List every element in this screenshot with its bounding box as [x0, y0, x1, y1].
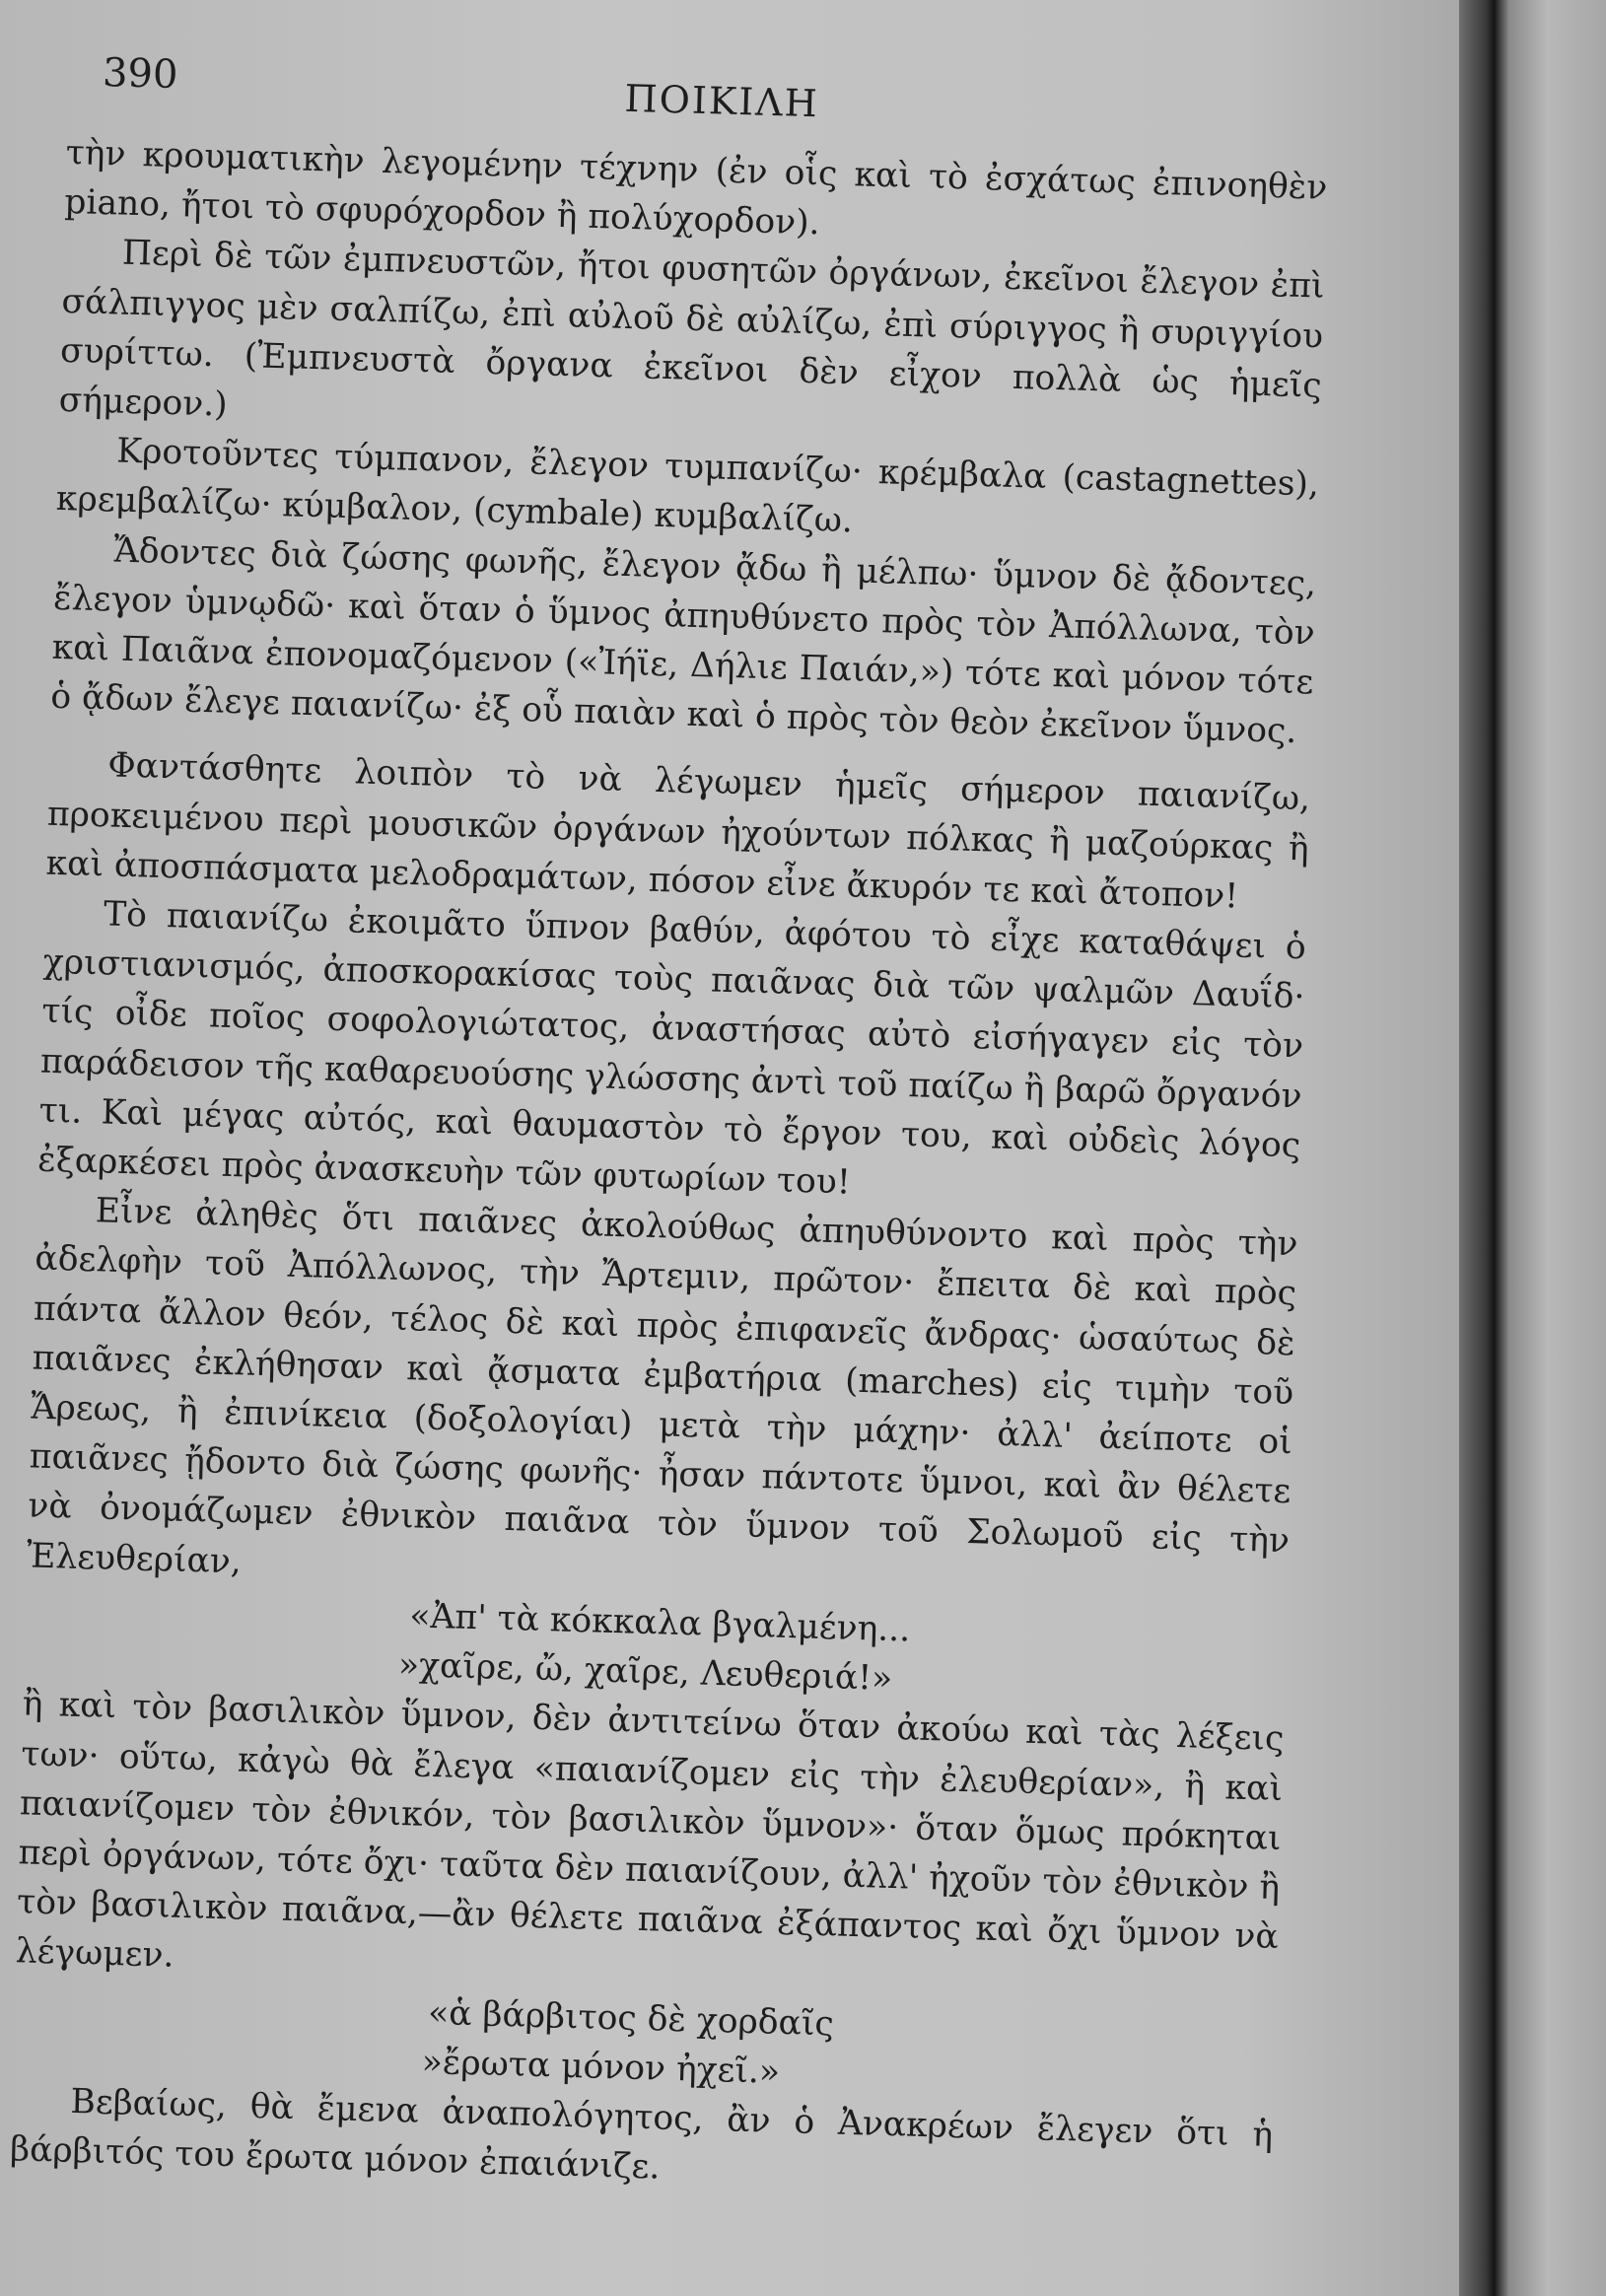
- paragraph-7: Εἶνε ἀληθὲς ὅτι παιᾶνες ἀκολούθως ἀπηυθύνοντο καὶ πρὸς τὴν ἀδελφὴν τοῦ Ἀπόλλωνος, τὴν Ἄρτεμιν, πρῶτον· ἔπειτα δὲ καὶ πρὸς πάντα ἄλλον θεόν, τέλος δὲ καὶ πρὸς ἐπιφανεῖς ἄνδρας· ὡσαύτως δὲ παιᾶνες ἐκλήθησαν καὶ ᾄσματα ἐμβατήρια (marches) εἰς τιμὴν τοῦ Ἄρεως, ἢ ἐπινίκεια (δοξολογίαι) μετὰ τὴν μάχην· ἀλλ' ἀείποτε οἱ παιᾶνες ᾔδοντο διὰ ζώσης φωνῆς· ἦσαν πάντοτε ὕμνοι, καὶ ἂν θέλετε νὰ ὀνομάζωμεν ἐθνικὸν παιᾶνα τὸν ὕμνον τοῦ Σολωμοῦ εἰς τὴν Ἐλευθερίαν,: [26, 1191, 1298, 1582]
- running-head: ΠΟΙΚΙΛΗ: [623, 76, 820, 126]
- verse-line-2: »χαῖρε, ὤ, χαῖρε, Λευθεριά!»: [397, 1645, 893, 1700]
- verse-line-4: »ἔρωτα μόνον ἠχεῖ.»: [421, 2042, 781, 2092]
- paragraph-2: Περὶ δὲ τῶν ἐμπνευστῶν, ἤτοι φυσητῶν ὀργάνων, ἐκεῖνοι ἔλεγον ἐπὶ σάλπιγγος μὲν σαλπίζω, ἐπὶ αὐλοῦ δὲ αὐλίζω, ἐπὶ σύριγγος ἢ συριγγίου συρίττω. (Ἐμπνευστὰ ὄργανα ἐκεῖνοι δὲν εἶχον πολλὰ ὡς ἡμεῖς σήμερον.): [58, 234, 1326, 425]
- book-gutter-shadow: [1459, 0, 1606, 2296]
- paragraph-4: Ἄδοντες διὰ ζώσης φωνῆς, ἔλεγον ᾄδω ἢ μέλπω· ὕμνον δὲ ᾄδοντες, ἔλεγον ὑμνῳδῶ· καὶ ὅταν ὁ ὕμνος ἀπηυθύνετο πρὸς τὸν Ἀπόλλωνα, τὸν καὶ Παιᾶνα ἐπονομαζόμενον («Ἰήϊε, Δήλιε Παιάν,») τότε καὶ μόνον τότε ὁ ᾄδων ἔλεγε παιανίζω· ἐξ οὗ παιὰν καὶ ὁ πρὸς τὸν θεὸν ἐκεῖνον ὕμνος.: [49, 530, 1317, 752]
- paragraph-9: Βεβαίως, θὰ ἔμενα ἀναπολόγητος, ἂν ὁ Ἀνακρέων ἔλεγεν ὅτι ἡ βάρβιτός του ἔρωτα μόνον ἐπαιάνιζε.: [9, 2081, 1274, 2188]
- verse-line-3: «ἁ βάρβιτος δὲ χορδαῖς: [427, 1992, 835, 2044]
- verse-line-1: «Ἀπ' τὰ κόκκαλα βγαλμένη...: [408, 1596, 911, 1650]
- paragraph-6: Τὸ παιανίζω ἐκοιμᾶτο ὕπνον βαθύν, ἀφότου τὸ εἶχε καταθάψει ὁ χριστιανισμός, ἀποσκορακίσας τοὺς παιᾶνας διὰ τῶν ψαλμῶν Δαυΐδ· τίς οἶδε ποῖος σοφολογιώτατος, ἀναστήσας αὐτὸ εἰσήγαγεν εἰς τὸν παράδεισον τῆς καθαρευούσης γλώσσης ἀντὶ τοῦ παίζω ἢ βαρῶ ὄργανόν τι. Καὶ μέγας αὐτός, καὶ θαυμαστὸν τὸ ἔργον του, καὶ οὐδεὶς λόγος ἐξαρκέσει πρὸς ἀνασκευὴν τῶν φυτωρίων του!: [36, 894, 1307, 1203]
- body-text: [10, 128, 1328, 2209]
- paragraph-3: Κροτοῦντες τύμπανον, ἔλεγον τυμπανίζω· κρέμβαλα (castagnettes), κρεμβαλίζω· κύμβαλον, (cymbale) κυμβαλίζω.: [55, 431, 1320, 541]
- paragraph-1: τὴν κρουματικὴν λεγομένην τέχνην (ἐν οἷς καὶ τὸ ἐσχάτως ἐπινοηθὲν piano, ἤτοι τὸ σφυρόχορδον ἢ πολύχορδον).: [63, 132, 1328, 244]
- page-number: 390: [102, 49, 179, 99]
- paragraph-5: Φαντάσθητε λοιπὸν τὸ νὰ λέγωμεν ἡμεῖς σήμερον παιανίζω, προκειμένου περὶ μουσικῶν ὀργάνων ἠχούντων πόλκας ἢ μαζούρκας ἢ καὶ ἀποσπάσματα μελοδραμάτων, πόσον εἶνε ἄκυρόν τε καὶ ἄτοπον!: [45, 745, 1311, 917]
- page-content: [10, 39, 1331, 2209]
- paragraph-8: ἢ καὶ τὸν βασιλικὸν ὕμνον, δὲν ἀντιτείνω ὅταν ἀκούω καὶ τὰς λέξεις των· οὕτω, κἀγὼ θὰ ἔλεγα «παιανίζομεν εἰς τὴν ἐλευθερίαν», ἢ καὶ παιανίζομεν τὸν ἐθνικόν, τὸν βασιλικὸν ὕμνον»· ὅταν ὅμως πρόκηται περὶ ὀργάνων, τότε ὄχι· ταῦτα δὲν παιανίζουν, ἀλλ' ἠχοῦν τὸν ἐθνικὸν ἢ τὸν βασιλικὸν παιᾶνα,—ἂν θέλετε παιᾶνα ἐξάπαντος καὶ ὄχι ὕμνον νὰ λέγωμεν.: [15, 1684, 1285, 1977]
